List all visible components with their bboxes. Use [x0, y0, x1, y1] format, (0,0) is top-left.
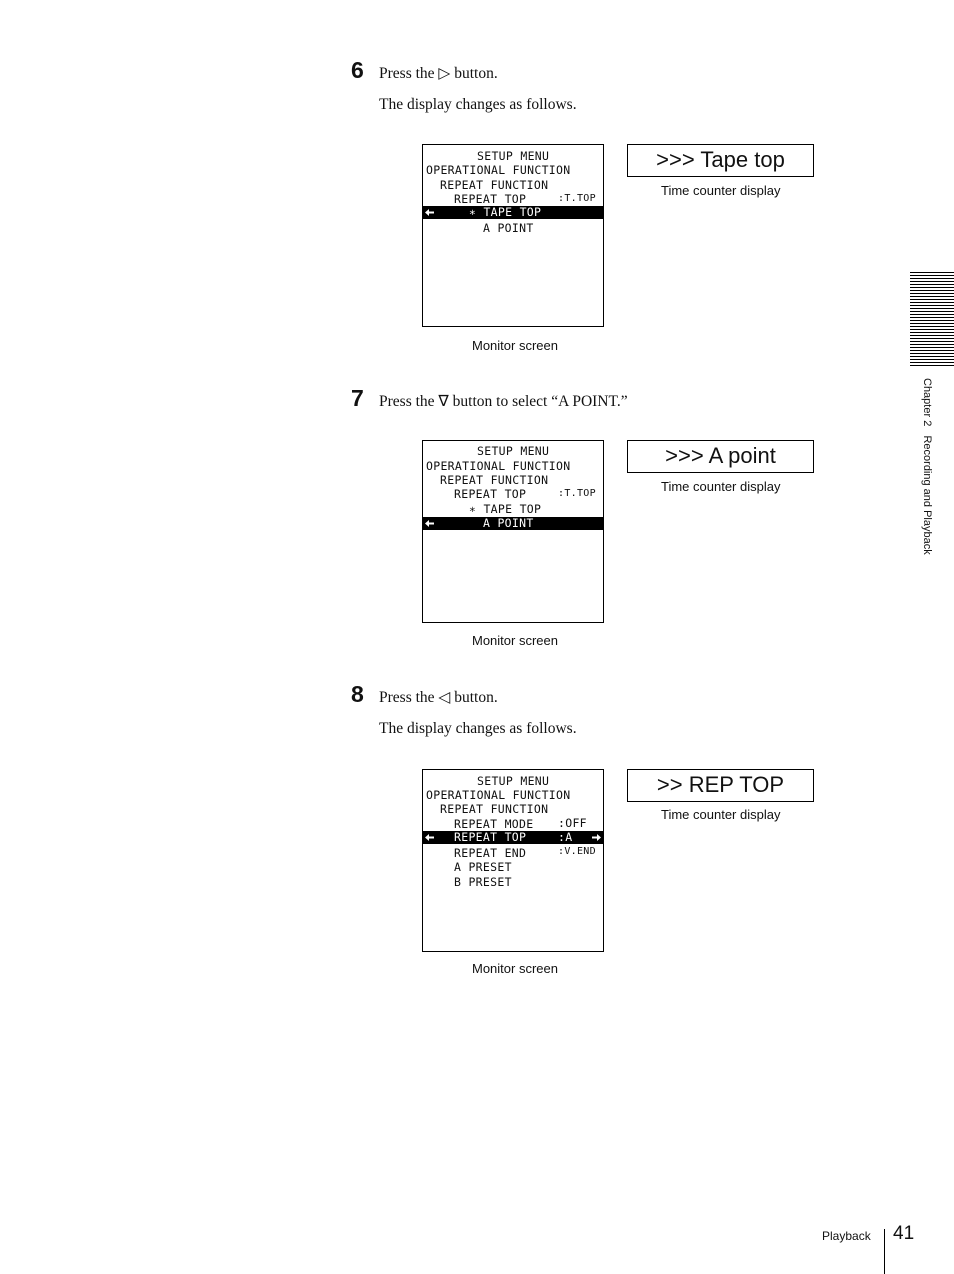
time-counter-caption: Time counter display: [661, 807, 781, 822]
menu-line: OPERATIONAL FUNCTION: [426, 788, 571, 802]
chapter-tab-label: Chapter 2 Recording and Playback: [921, 378, 933, 555]
step-followup: The display changes as follows.: [379, 96, 577, 113]
menu-value: :T.TOP: [558, 193, 596, 204]
time-counter-display: >>> Tape top: [627, 144, 814, 177]
monitor-caption: Monitor screen: [472, 338, 558, 353]
step-followup: The display changes as follows.: [379, 720, 577, 737]
arrow-left-icon: [425, 208, 435, 217]
step-number: 6: [351, 57, 364, 83]
time-counter-display: >> REP TOP: [627, 769, 814, 802]
monitor-screen: [422, 440, 604, 623]
menu-line-selected: A POINT: [483, 516, 534, 530]
menu-line: ∗ TAPE TOP: [469, 502, 542, 516]
arrow-right-icon: [591, 833, 601, 842]
step-number: 8: [351, 681, 364, 707]
menu-highlight-bar: [423, 517, 603, 530]
time-counter-display: >>> A point: [627, 440, 814, 473]
menu-value: :T.TOP: [558, 488, 596, 499]
menu-line: REPEAT MODE: [454, 817, 534, 831]
time-counter-caption: Time counter display: [661, 183, 781, 198]
menu-line: SETUP MENU: [477, 774, 550, 788]
menu-value: :OFF: [558, 816, 587, 830]
menu-line: REPEAT FUNCTION: [440, 473, 549, 487]
step-number: 7: [351, 385, 364, 411]
menu-line: OPERATIONAL FUNCTION: [426, 163, 571, 177]
menu-line: REPEAT FUNCTION: [440, 802, 549, 816]
time-counter-caption: Time counter display: [661, 479, 781, 494]
menu-line: REPEAT END: [454, 846, 527, 860]
menu-line: SETUP MENU: [477, 444, 550, 458]
menu-line: OPERATIONAL FUNCTION: [426, 459, 571, 473]
menu-line-selected: ∗ TAPE TOP: [469, 205, 542, 219]
menu-value: :V.END: [558, 846, 596, 857]
menu-line: REPEAT FUNCTION: [440, 178, 549, 192]
menu-highlight-bar: [423, 206, 603, 219]
step-instruction: Press the ◁ button.: [379, 689, 498, 706]
monitor-caption: Monitor screen: [472, 633, 558, 648]
arrow-left-icon: [425, 833, 435, 842]
monitor-screen: [422, 769, 604, 952]
menu-line: B PRESET: [454, 875, 512, 889]
step-instruction: Press the ▷ button.: [379, 65, 498, 82]
step-instruction: Press the ∇ button to select “A POINT.”: [379, 393, 628, 410]
footer-section: Playback: [822, 1229, 871, 1243]
menu-line: REPEAT TOP: [454, 192, 527, 206]
chapter-tab-stripes: [910, 272, 954, 367]
footer-divider: [884, 1229, 885, 1274]
menu-line-selected: REPEAT TOP: [454, 830, 527, 844]
arrow-left-icon: [425, 519, 435, 528]
menu-line: A POINT: [483, 221, 534, 235]
menu-line: A PRESET: [454, 860, 512, 874]
monitor-screen: [422, 144, 604, 327]
chapter-tab: [920, 378, 934, 578]
menu-line: REPEAT TOP: [454, 487, 527, 501]
page-number: 41: [893, 1223, 915, 1244]
menu-highlight-bar: [423, 831, 603, 844]
menu-line: SETUP MENU: [477, 149, 550, 163]
menu-value-selected: :A: [558, 830, 573, 844]
monitor-caption: Monitor screen: [472, 961, 558, 976]
